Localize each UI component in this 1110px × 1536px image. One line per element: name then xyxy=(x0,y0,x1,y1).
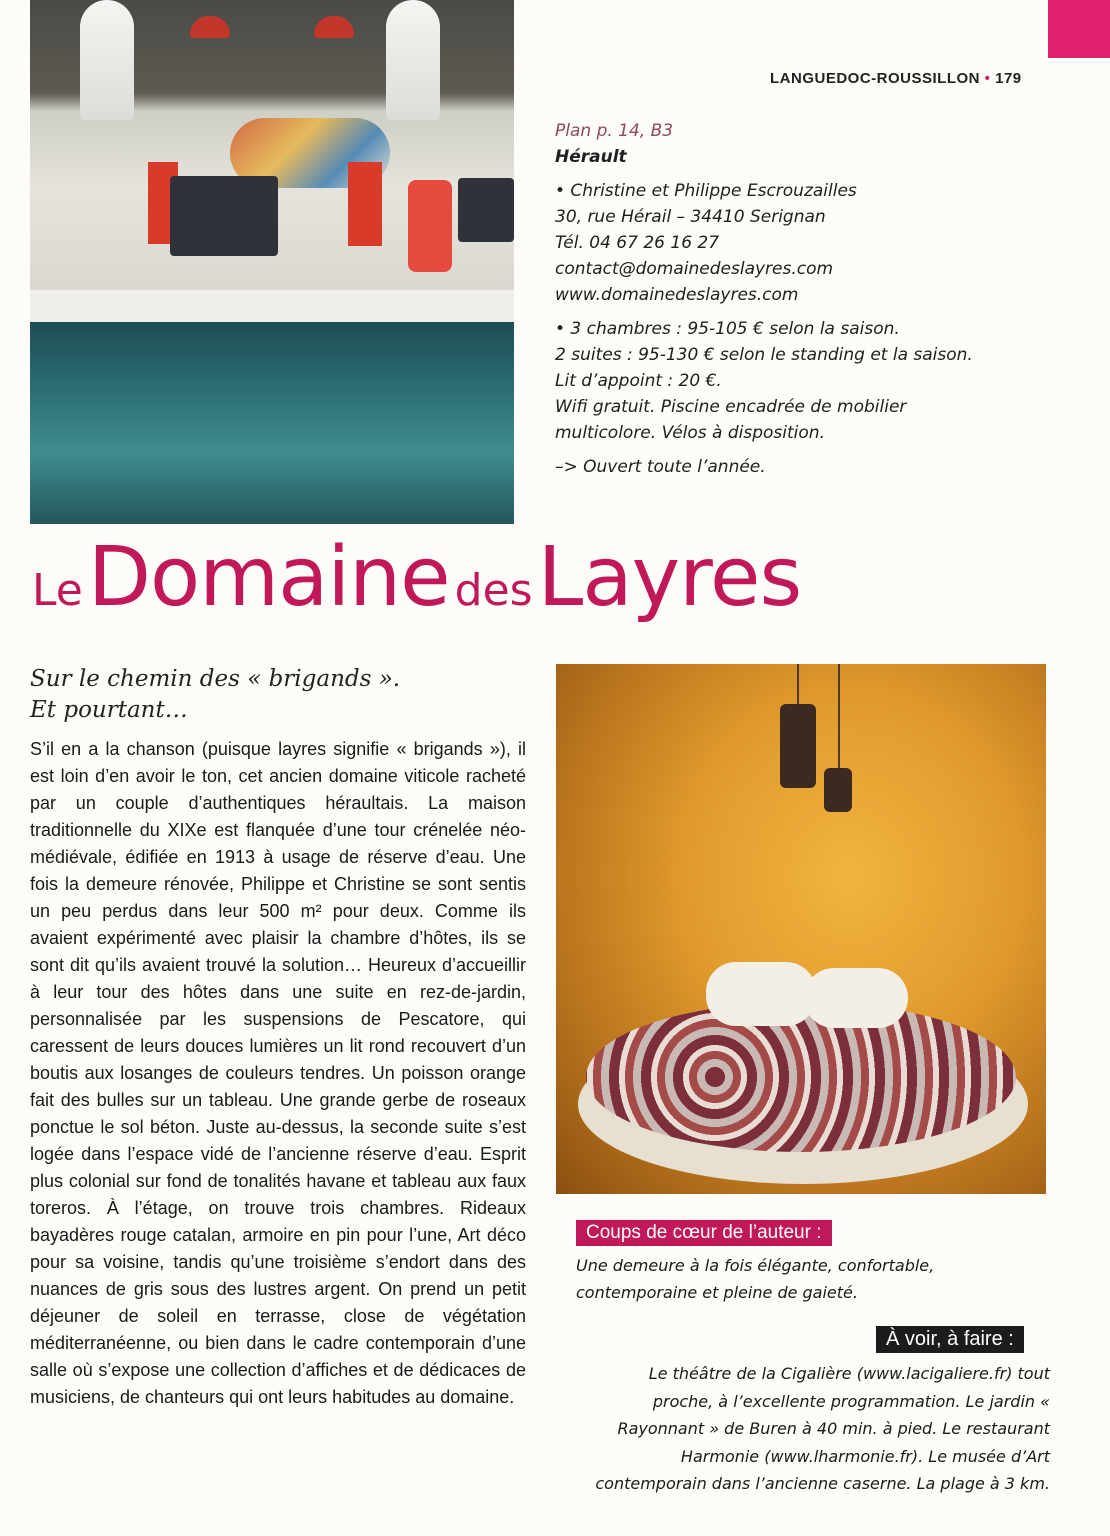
pool-photo xyxy=(30,0,514,524)
page-tab-marker xyxy=(1048,0,1110,58)
opening-period: –> Ouvert toute l’année. xyxy=(555,457,766,477)
article-subhead xyxy=(30,664,530,726)
title-layres: Layres xyxy=(537,530,802,625)
amenities-line-1: Wifi gratuit. Piscine encadrée de mobilier xyxy=(555,397,907,417)
favorites-text: Une demeure à la fois élégante, confortable, contemporaine et pleine de gaieté. xyxy=(576,1256,935,1302)
title-des: des xyxy=(454,565,533,616)
lounge-chair xyxy=(458,178,514,242)
pendant-lamp xyxy=(780,704,816,788)
pool-water xyxy=(30,322,514,524)
patchwork-bedspread xyxy=(586,1002,1016,1152)
bedroom-photo xyxy=(556,664,1046,1194)
see-and-do-label: À voir, à faire : xyxy=(876,1326,1024,1353)
favorites-label: Coups de cœur de l’auteur : xyxy=(576,1220,832,1246)
phone: Tél. 04 67 26 16 27 xyxy=(555,233,720,253)
article-body: S’il en a la chanson (puisque layres signifie « brigands »), il est loin d’en avoir le ton, cet ancien domaine viticole racheté par un couple d’authentiques héraultais. La maison traditionnelle du XIXe est flanquée d’une tour crénelée néo-médiévale, édifiée en 1913 à usage de réserve d’eau. Une fois la demeure rénovée, Philippe et Christine se sont sentis un peu perdus dans leur 500 m² pour deux. Comme ils avaient expérimenté avec plaisir la chambre d’hôtes, ils se sont dit qu’ils avaient trouvé la solution… Heureux d’accueillir à leur tour des hôtes dans une suite en rez-de-jardin, personnalisée par les suspensions de Pescatore, qui caressent de leurs douces lumières un lit rond recouvert d’un boutis aux losanges de couleurs tendres. Un poisson orange fait des bulles sur un tableau. Une grande gerbe de roseaux ponctue le sol béton. Juste au-dessus, la seconde suite s’est logée dans l’espace vidé de l’ancienne réserve d’eau. Esprit plus colonial sur fond de tonalités havane et tableau aux faux toreros. À l’étage, on trouve trois chambres. Rideaux bayadères rouge catalan, armoire en pin pour l’une, Art déco pour sa voisine, tandis qu’une troisième s’endort dans des nuances de gris sous des lustres argent. On prend un petit déjeuner de soleil en terrasse, close de végétation méditerranéenne, ou bien dans le cadre contemporain d’une salle où s’expose une collection d’affiches et de dédicaces de musiciens, de chanteurs qui ont leurs habitudes au domaine. xyxy=(30,739,526,1407)
running-header xyxy=(770,70,1022,87)
closed-umbrella xyxy=(80,0,134,120)
pillow xyxy=(804,968,908,1028)
title-le: Le xyxy=(32,565,83,616)
extra-bed-price: Lit d’appoint : 20 €. xyxy=(555,371,722,391)
suites-price: 2 suites : 95-130 € selon le standing et la saison. xyxy=(555,345,973,365)
rooms-price: • 3 chambres : 95-105 € selon la saison. xyxy=(555,319,900,339)
subhead-line-1: Sur le chemin des « brigands ». xyxy=(30,666,401,692)
website: www.domainedeslayres.com xyxy=(555,285,799,305)
see-and-do-text: Le théâtre de la Cigalière (www.lacigaliere.fr) tout proche, à l’excellente programmation. Le jardin « Rayonnant » de Buren à 40 min. à pied. Le restaurant Harmonie (www.lharmonie.fr). Le musée d’Art contemporain dans l’ancienne caserne. La plage à 3 km. xyxy=(595,1364,1050,1493)
article-title xyxy=(32,530,801,625)
pool-deck xyxy=(30,290,514,322)
email: contact@domainedeslayres.com xyxy=(555,259,834,279)
header-page-number: 179 xyxy=(995,70,1022,87)
department: Hérault xyxy=(555,147,627,167)
red-stool xyxy=(348,162,382,246)
amenities-line-2: multicolore. Vélos à disposition. xyxy=(555,423,825,443)
pendant-cord xyxy=(838,664,840,768)
header-region: LANGUEDOC-ROUSSILLON xyxy=(770,70,980,87)
map-reference: Plan p. 14, B3 xyxy=(555,121,674,141)
pendant-lamp xyxy=(824,768,852,812)
header-separator: • xyxy=(984,70,991,87)
subhead-line-2: Et pourtant… xyxy=(30,697,188,723)
closed-umbrella xyxy=(386,0,440,120)
pillow xyxy=(706,962,816,1026)
pendant-cord xyxy=(797,664,799,706)
owners: • Christine et Philippe Escrouzailles xyxy=(555,181,857,201)
address: 30, rue Hérail – 34410 Serignan xyxy=(555,207,826,227)
title-domaine: Domaine xyxy=(87,530,450,625)
red-chair xyxy=(408,180,452,272)
practical-info xyxy=(555,118,1055,480)
lounge-chair xyxy=(170,176,278,256)
